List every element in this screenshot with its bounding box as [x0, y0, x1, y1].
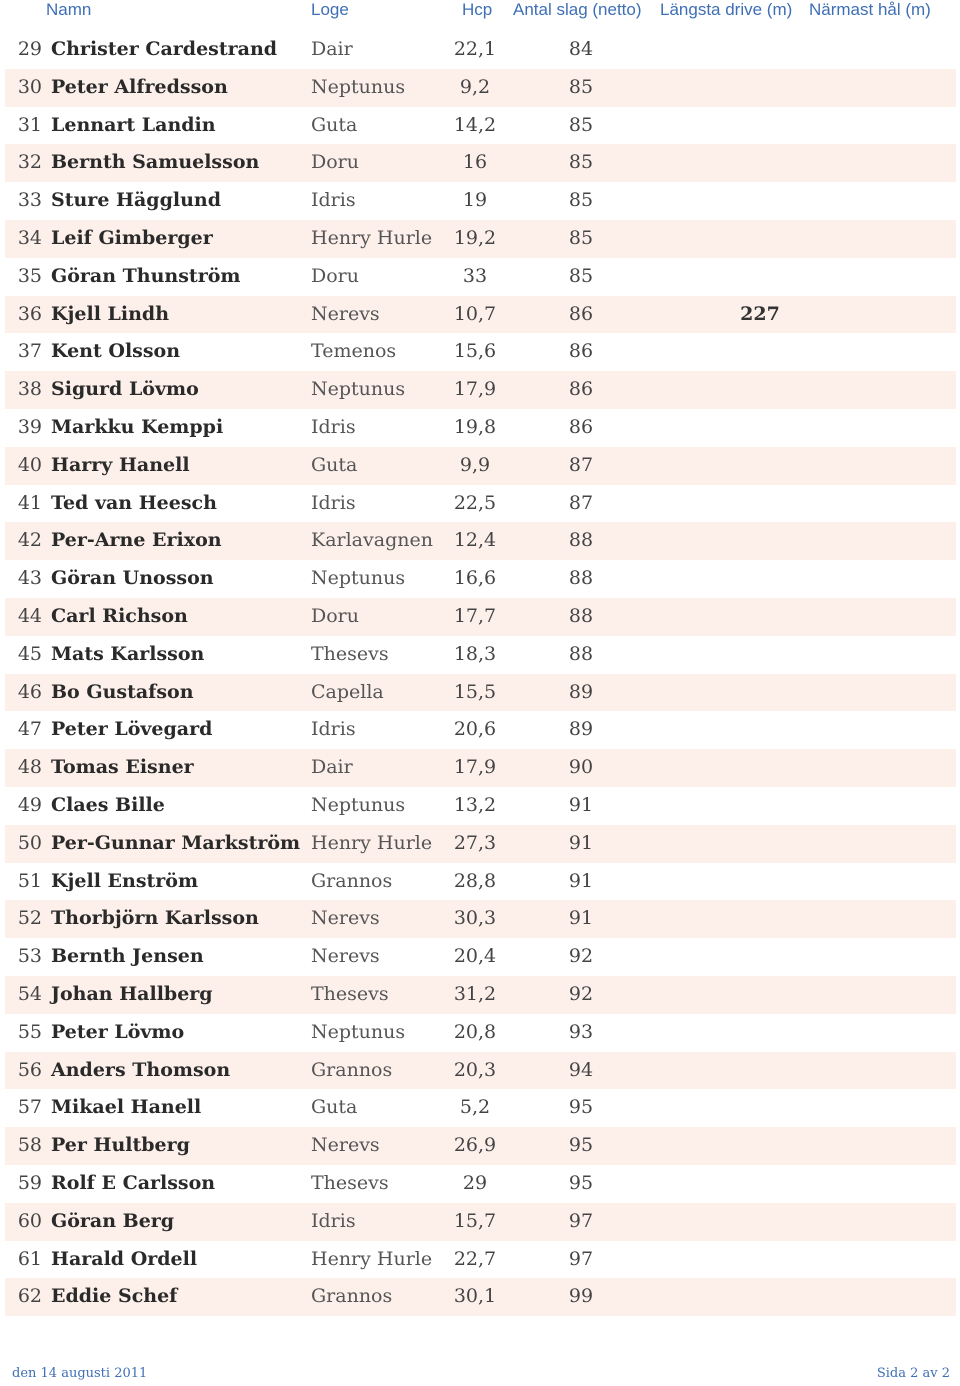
table-row — [5, 258, 956, 296]
player-name: Sture Hägglund — [51, 189, 221, 212]
player-name: Bernth Jensen — [51, 945, 204, 968]
player-hcp: 31,2 — [453, 982, 497, 1005]
player-loge: Guta — [311, 113, 358, 136]
table-row — [5, 1014, 956, 1052]
player-hcp: 17,9 — [453, 756, 497, 779]
row-number: 62 — [17, 1285, 42, 1308]
player-loge: Idris — [311, 415, 356, 438]
player-name: Per-Gunnar Markström — [51, 831, 301, 854]
row-number: 56 — [17, 1058, 42, 1081]
player-hcp: 17,9 — [453, 378, 497, 401]
row-number: 32 — [17, 151, 42, 174]
row-number: 31 — [17, 113, 42, 136]
player-strokes: 95 — [568, 1096, 594, 1119]
table-row — [5, 1165, 956, 1203]
table-row — [5, 900, 956, 938]
player-strokes: 85 — [568, 226, 594, 249]
player-loge: Nerevs — [311, 945, 380, 968]
player-name: Rolf E Carlsson — [51, 1171, 216, 1194]
row-number: 59 — [17, 1171, 42, 1194]
player-hcp: 15,6 — [453, 340, 497, 363]
row-number: 39 — [17, 415, 42, 438]
player-name: Peter Lövegard — [51, 718, 213, 741]
table-row — [5, 69, 956, 107]
table-row — [5, 598, 956, 636]
table-row — [5, 220, 956, 258]
player-strokes: 97 — [568, 1247, 594, 1270]
player-loge: Thesevs — [311, 1171, 389, 1194]
player-name: Harald Ordell — [51, 1247, 198, 1270]
player-hcp: 20,4 — [453, 945, 497, 968]
table-row — [5, 1127, 956, 1165]
player-name: Peter Lövmo — [51, 1020, 185, 1043]
row-number: 37 — [17, 340, 42, 363]
row-number: 36 — [17, 302, 42, 325]
player-loge: Neptunus — [311, 75, 406, 98]
player-hcp: 16,6 — [453, 567, 497, 590]
header-name: Namn — [46, 0, 92, 19]
player-hcp: 19,2 — [453, 226, 497, 249]
player-name: Claes Bille — [51, 793, 165, 816]
player-hcp: 10,7 — [453, 302, 497, 325]
player-loge: Doru — [311, 151, 359, 174]
row-number: 30 — [17, 75, 42, 98]
player-loge: Dair — [311, 756, 353, 779]
table-row — [5, 1089, 956, 1127]
row-number: 58 — [17, 1134, 42, 1157]
header-nearest-hole: Närmast hål (m) — [809, 0, 931, 19]
player-hcp: 20,6 — [453, 718, 497, 741]
player-hcp: 29 — [462, 1171, 488, 1194]
player-strokes: 92 — [568, 982, 594, 1005]
player-name: Bo Gustafson — [51, 680, 194, 703]
table-row — [5, 1052, 956, 1090]
player-loge: Neptunus — [311, 567, 406, 590]
player-loge: Guta — [311, 453, 358, 476]
player-strokes: 87 — [568, 453, 594, 476]
row-number: 45 — [17, 642, 42, 665]
table-row — [5, 31, 956, 69]
row-number: 40 — [17, 453, 42, 476]
player-strokes: 95 — [568, 1134, 594, 1157]
player-strokes: 92 — [568, 945, 594, 968]
player-loge: Grannos — [311, 1058, 393, 1081]
table-row — [5, 144, 956, 182]
player-loge: Idris — [311, 1209, 356, 1232]
table-row — [5, 560, 956, 598]
player-hcp: 30,3 — [453, 907, 497, 930]
footer-page: Sida 2 av 2 — [876, 1366, 950, 1381]
player-hcp: 9,2 — [459, 75, 491, 98]
player-loge: Henry Hurle — [311, 1247, 433, 1270]
player-name: Mikael Hanell — [51, 1096, 202, 1119]
player-name: Eddie Schef — [51, 1285, 178, 1308]
table-row — [5, 333, 956, 371]
player-hcp: 5,2 — [459, 1096, 491, 1119]
player-hcp: 19,8 — [453, 415, 497, 438]
player-name: Tomas Eisner — [51, 756, 194, 779]
player-loge: Henry Hurle — [311, 226, 433, 249]
player-hcp: 19 — [462, 189, 488, 212]
player-name: Harry Hanell — [51, 453, 190, 476]
player-name: Kent Olsson — [51, 340, 181, 363]
player-loge: Nerevs — [311, 302, 380, 325]
player-strokes: 90 — [568, 756, 594, 779]
row-number: 53 — [17, 945, 42, 968]
player-name: Göran Thunström — [51, 264, 241, 287]
player-strokes: 91 — [568, 831, 594, 854]
player-name: Kjell Enström — [51, 869, 199, 892]
player-hcp: 13,2 — [453, 793, 497, 816]
table-row — [5, 522, 956, 560]
player-name: Lennart Landin — [51, 113, 216, 136]
player-strokes: 86 — [568, 378, 594, 401]
player-hcp: 30,1 — [453, 1285, 497, 1308]
row-number: 41 — [17, 491, 42, 514]
player-loge: Henry Hurle — [311, 831, 433, 854]
table-row — [5, 1241, 956, 1279]
player-loge: Guta — [311, 1096, 358, 1119]
player-hcp: 18,3 — [453, 642, 497, 665]
player-strokes: 91 — [568, 793, 594, 816]
player-name: Ted van Heesch — [51, 491, 217, 514]
player-hcp: 28,8 — [453, 869, 497, 892]
player-strokes: 85 — [568, 189, 594, 212]
header-longest-drive: Längsta drive (m) — [660, 0, 793, 19]
row-number: 43 — [17, 567, 42, 590]
table-row — [5, 787, 956, 825]
table-row — [5, 825, 956, 863]
table-row — [5, 674, 956, 712]
player-hcp: 9,9 — [459, 453, 491, 476]
player-strokes: 84 — [568, 38, 594, 60]
player-name: Göran Berg — [51, 1209, 175, 1232]
player-name: Markku Kemppi — [51, 415, 224, 438]
player-loge: Karlavagnen — [311, 529, 433, 552]
player-name: Carl Richson — [51, 604, 188, 627]
player-hcp: 33 — [462, 264, 488, 287]
row-number: 35 — [17, 264, 42, 287]
table-row — [5, 447, 956, 485]
player-hcp: 27,3 — [453, 831, 497, 854]
player-strokes: 94 — [568, 1058, 594, 1081]
player-strokes: 86 — [568, 302, 594, 325]
player-name: Christer Cardestrand — [51, 38, 278, 60]
player-loge: Idris — [311, 718, 356, 741]
table-row — [5, 938, 956, 976]
player-hcp: 22,7 — [453, 1247, 497, 1270]
row-number: 50 — [17, 831, 42, 854]
player-hcp: 15,5 — [453, 680, 497, 703]
player-name: Bernth Samuelsson — [51, 151, 260, 174]
player-strokes: 95 — [568, 1171, 594, 1194]
table-row — [5, 485, 956, 523]
player-strokes: 85 — [568, 75, 594, 98]
row-number: 38 — [17, 378, 42, 401]
table-row — [5, 409, 956, 447]
player-strokes: 85 — [568, 113, 594, 136]
table-row — [5, 863, 956, 901]
results-table — [5, 31, 956, 1316]
player-name: Per-Arne Erixon — [51, 529, 222, 552]
player-hcp: 22,1 — [453, 38, 497, 60]
row-number: 51 — [17, 869, 42, 892]
player-loge: Grannos — [311, 1285, 393, 1308]
player-name: Leif Gimberger — [51, 226, 213, 249]
row-number: 52 — [17, 907, 42, 930]
player-strokes: 89 — [568, 680, 594, 703]
player-loge: Idris — [311, 491, 356, 514]
player-strokes: 88 — [568, 642, 594, 665]
player-name: Anders Thomson — [51, 1058, 231, 1081]
player-strokes: 93 — [568, 1020, 594, 1043]
player-strokes: 89 — [568, 718, 594, 741]
player-name: Per Hultberg — [51, 1134, 190, 1157]
player-strokes: 86 — [568, 415, 594, 438]
player-name: Kjell Lindh — [51, 302, 170, 325]
table-row — [5, 976, 956, 1014]
table-row — [5, 296, 956, 334]
player-hcp: 22,5 — [453, 491, 497, 514]
header-strokes: Antal slag (netto) — [513, 0, 642, 19]
player-loge: Nerevs — [311, 907, 380, 930]
player-loge: Capella — [311, 680, 384, 703]
player-hcp: 14,2 — [453, 113, 497, 136]
player-strokes: 91 — [568, 869, 594, 892]
row-number: 49 — [17, 793, 42, 816]
table-row — [5, 749, 956, 787]
player-hcp: 20,8 — [453, 1020, 497, 1043]
row-number: 47 — [17, 718, 42, 741]
player-loge: Neptunus — [311, 378, 406, 401]
player-loge: Dair — [311, 38, 353, 60]
row-number: 44 — [17, 604, 42, 627]
player-hcp: 16 — [462, 151, 488, 174]
player-loge: Neptunus — [311, 1020, 406, 1043]
player-loge: Doru — [311, 604, 359, 627]
row-number: 54 — [17, 982, 42, 1005]
player-loge: Thesevs — [311, 982, 389, 1005]
player-loge: Idris — [311, 189, 356, 212]
header-loge: Loge — [311, 0, 349, 19]
row-number: 48 — [17, 756, 42, 779]
table-header — [0, 0, 960, 22]
table-row — [5, 711, 956, 749]
row-number: 29 — [17, 38, 42, 60]
row-number: 33 — [17, 189, 42, 212]
footer-date: den 14 augusti 2011 — [12, 1366, 148, 1381]
player-loge: Neptunus — [311, 793, 406, 816]
player-hcp: 12,4 — [453, 529, 497, 552]
player-name: Mats Karlsson — [51, 642, 205, 665]
table-row — [5, 107, 956, 145]
player-loge: Temenos — [311, 340, 397, 363]
player-hcp: 26,9 — [453, 1134, 497, 1157]
player-strokes: 86 — [568, 340, 594, 363]
player-strokes: 99 — [568, 1285, 594, 1308]
player-name: Peter Alfredsson — [51, 75, 228, 98]
player-strokes: 87 — [568, 491, 594, 514]
player-strokes: 91 — [568, 907, 594, 930]
player-name: Thorbjörn Karlsson — [51, 907, 259, 930]
player-hcp: 20,3 — [453, 1058, 497, 1081]
row-number: 34 — [17, 226, 42, 249]
table-row — [5, 636, 956, 674]
row-number: 46 — [17, 680, 42, 703]
player-name: Sigurd Lövmo — [51, 378, 199, 401]
table-row — [5, 371, 956, 409]
player-loge: Grannos — [311, 869, 393, 892]
table-row — [5, 182, 956, 220]
player-strokes: 88 — [568, 604, 594, 627]
player-longest-drive: 227 — [740, 302, 780, 325]
player-name: Johan Hallberg — [51, 982, 213, 1005]
table-row — [5, 1278, 956, 1316]
row-number: 57 — [17, 1096, 42, 1119]
row-number: 42 — [17, 529, 42, 552]
player-loge: Doru — [311, 264, 359, 287]
player-name: Göran Unosson — [51, 567, 214, 590]
player-strokes: 88 — [568, 529, 594, 552]
player-hcp: 15,7 — [453, 1209, 497, 1232]
player-strokes: 97 — [568, 1209, 594, 1232]
player-loge: Nerevs — [311, 1134, 380, 1157]
player-strokes: 85 — [568, 264, 594, 287]
row-number: 61 — [17, 1247, 42, 1270]
row-number: 60 — [17, 1209, 42, 1232]
player-strokes: 85 — [568, 151, 594, 174]
player-loge: Thesevs — [311, 642, 389, 665]
header-hcp: Hcp — [462, 0, 493, 19]
row-number: 55 — [17, 1020, 42, 1043]
player-strokes: 88 — [568, 567, 594, 590]
player-hcp: 17,7 — [453, 604, 497, 627]
table-row — [5, 1203, 956, 1241]
